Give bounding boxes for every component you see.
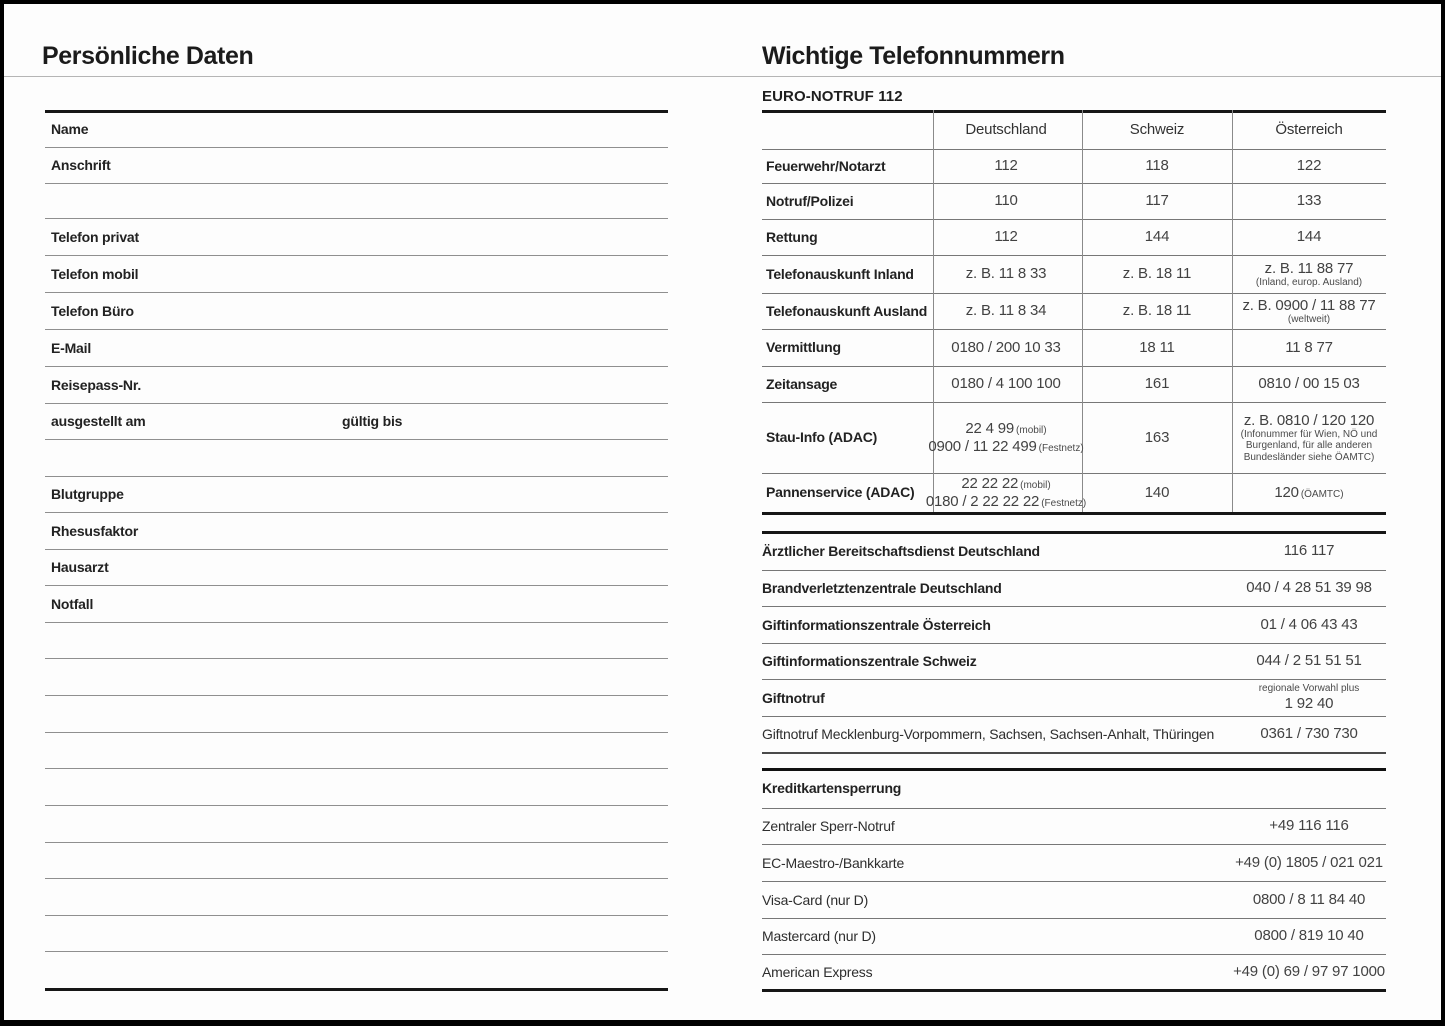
page-title-left: Persönliche Daten bbox=[42, 42, 254, 70]
cell-at: 122 bbox=[1296, 157, 1322, 175]
cell-at-value: z. B. 0900 / 11 88 77 bbox=[1242, 296, 1376, 314]
writing-line bbox=[45, 658, 668, 659]
hotline-value-note: regionale Vorwahl plus bbox=[1258, 682, 1360, 694]
hotline-row-bereitschaftsdienst bbox=[762, 531, 1386, 570]
cell-at bbox=[1232, 293, 1386, 329]
field-row-name bbox=[51, 110, 661, 147]
cell-at-note: Burgenland, für alle anderen bbox=[1245, 440, 1373, 452]
field-row-email bbox=[51, 329, 661, 366]
field-label-telefon-buero: Telefon Büro bbox=[51, 302, 134, 319]
writing-line bbox=[45, 439, 668, 440]
credit-label: EC-Maestro-/Bankkarte bbox=[762, 854, 905, 871]
cell-at: 133 bbox=[1296, 192, 1322, 210]
field-label-telefon-mobil: Telefon mobil bbox=[51, 265, 139, 282]
field-row-telefon-buero bbox=[51, 292, 661, 329]
field-row-notfall bbox=[51, 585, 661, 622]
credit-heading: Kreditkartensperrung bbox=[762, 780, 902, 796]
credit-value: 0800 / 8 11 84 40 bbox=[1252, 890, 1366, 908]
hotline-label: Giftinformationszentrale Österreich bbox=[762, 616, 991, 633]
cell-at-value: 120 (ÖAMTC) bbox=[1274, 483, 1344, 501]
table-row-auskunft-inland bbox=[762, 255, 1386, 293]
credit-heading-row bbox=[762, 768, 1386, 808]
writing-line bbox=[45, 878, 668, 879]
writing-line bbox=[45, 183, 668, 184]
field-row-anschrift bbox=[51, 147, 661, 183]
cell-at-note: Bundesländer siehe ÖAMTC) bbox=[1243, 451, 1375, 463]
row-label: Vermittlung bbox=[766, 339, 841, 356]
header-rule bbox=[0, 76, 1445, 77]
field-row-ausgestellt bbox=[51, 403, 661, 439]
cell-de: z. B. 11 8 34 bbox=[965, 302, 1047, 320]
cell-at bbox=[1232, 255, 1386, 293]
field-label-hausarzt: Hausarzt bbox=[51, 559, 109, 575]
field-label-gueltig-bis: gültig bis bbox=[342, 413, 403, 429]
field-label-reisepass: Reisepass-Nr. bbox=[51, 376, 142, 393]
cell-at-note: (Infonummer für Wien, NÖ und bbox=[1240, 428, 1378, 440]
cell-de bbox=[925, 473, 1087, 512]
cell-de bbox=[930, 402, 1082, 473]
table-header-row bbox=[762, 110, 1386, 149]
credit-value: +49 116 116 bbox=[1269, 817, 1349, 834]
credit-row-sperr-notruf bbox=[762, 808, 1386, 844]
row-label: Telefonauskunft Ausland bbox=[766, 302, 928, 319]
table-bottom-rule bbox=[762, 512, 1386, 515]
table-row-feuerwehr bbox=[762, 149, 1386, 183]
cell-ch: 144 bbox=[1144, 228, 1170, 246]
cell-de: 110 bbox=[994, 192, 1018, 210]
cell-de: 0180 / 4 100 100 bbox=[951, 375, 1061, 393]
euro-notruf-heading: EURO-NOTRUF 112 bbox=[762, 88, 903, 105]
credit-row-ec-maestro bbox=[762, 844, 1386, 881]
cell-de-line2: 0900 / 11 22 499 (Festnetz) bbox=[928, 437, 1084, 455]
field-row-hausarzt bbox=[51, 549, 661, 585]
hotline-value: 040 / 4 28 51 39 98 bbox=[1246, 579, 1372, 596]
writing-line bbox=[45, 842, 668, 843]
field-label-name: Name bbox=[51, 120, 89, 137]
writing-line bbox=[45, 951, 668, 952]
cell-ch: 118 bbox=[1145, 157, 1169, 175]
cell-de: 112 bbox=[994, 157, 1018, 175]
hotline-value: 044 / 2 51 51 51 bbox=[1256, 652, 1362, 669]
writing-line bbox=[45, 915, 668, 916]
field-row-blutgruppe bbox=[51, 476, 661, 512]
credit-row-visa bbox=[762, 881, 1386, 918]
credit-label: Mastercard (nur D) bbox=[762, 928, 876, 944]
field-label-rhesusfaktor: Rhesusfaktor bbox=[51, 522, 139, 539]
cell-ch: 140 bbox=[1144, 483, 1170, 501]
field-row-reisepass bbox=[51, 366, 661, 403]
writing-line bbox=[45, 732, 668, 733]
cell-ch: z. B. 18 11 bbox=[1122, 302, 1192, 320]
hotline-value bbox=[1214, 683, 1404, 713]
table-header-oesterreich: Österreich bbox=[1275, 120, 1343, 138]
hotline-value: 0361 / 730 730 bbox=[1260, 725, 1358, 742]
hotline-value: 01 / 4 06 43 43 bbox=[1260, 615, 1358, 633]
credit-label: American Express bbox=[762, 963, 873, 980]
field-row-telefon-privat bbox=[51, 218, 661, 255]
table-row-stau-info bbox=[762, 402, 1386, 473]
field-row-rhesusfaktor bbox=[51, 512, 661, 549]
table-row-vermittlung bbox=[762, 329, 1386, 366]
cell-ch: 117 bbox=[1145, 192, 1169, 210]
cell-at-note: (weltweit) bbox=[1287, 313, 1331, 325]
hotline-label: Giftinformationszentrale Schweiz bbox=[762, 653, 977, 669]
hotline-value: 116 117 bbox=[1283, 541, 1335, 559]
credit-value: +49 (0) 1805 / 021 021 bbox=[1235, 853, 1383, 871]
field-label-notfall: Notfall bbox=[51, 595, 94, 612]
credit-bottom-rule bbox=[762, 989, 1386, 992]
writing-line bbox=[45, 805, 668, 806]
cell-de-line1: 22 22 22 (mobil) bbox=[961, 475, 1051, 493]
cell-de: 112 bbox=[994, 228, 1018, 246]
cell-at bbox=[1232, 402, 1386, 473]
cell-ch: 163 bbox=[1144, 428, 1170, 446]
credit-row-mastercard bbox=[762, 918, 1386, 954]
credit-row-amex bbox=[762, 954, 1386, 989]
field-label-email: E-Mail bbox=[51, 339, 92, 356]
row-label: Rettung bbox=[766, 228, 818, 245]
field-label-blutgruppe: Blutgruppe bbox=[51, 486, 124, 502]
row-label: Notruf/Polizei bbox=[766, 192, 854, 209]
field-label-anschrift: Anschrift bbox=[51, 157, 111, 173]
table-header-deutschland: Deutschland bbox=[965, 120, 1047, 138]
cell-de: z. B. 11 8 33 bbox=[965, 265, 1047, 283]
cell-at bbox=[1232, 473, 1386, 512]
field-row-telefon-mobil bbox=[51, 255, 661, 292]
cell-de-line2: 0180 / 2 22 22 22 (Festnetz) bbox=[925, 492, 1087, 510]
credit-value: +49 (0) 69 / 97 97 1000 bbox=[1233, 962, 1385, 980]
hotline-value-number: 1 92 40 bbox=[1284, 694, 1334, 712]
credit-value: 0800 / 819 10 40 bbox=[1254, 927, 1364, 944]
writing-line bbox=[45, 622, 668, 623]
row-label: Stau-Info (ADAC) bbox=[766, 429, 878, 446]
field-label-ausgestellt-am: ausgestellt am bbox=[51, 413, 146, 429]
table-header-schweiz: Schweiz bbox=[1129, 120, 1185, 138]
row-label: Zeitansage bbox=[766, 375, 838, 392]
cell-at-value: z. B. 11 88 77 bbox=[1264, 259, 1354, 277]
cell-at-value: z. B. 0810 / 120 120 bbox=[1243, 411, 1375, 429]
hotline-row-gift-schweiz bbox=[762, 643, 1386, 679]
cell-de-line1: 22 4 99 (mobil) bbox=[965, 420, 1047, 438]
table-row-pannenservice bbox=[762, 473, 1386, 512]
credit-label: Visa-Card (nur D) bbox=[762, 891, 869, 908]
row-label: Telefonauskunft Inland bbox=[766, 265, 914, 282]
cell-ch: z. B. 18 11 bbox=[1122, 265, 1192, 283]
cell-de: 0180 / 200 10 33 bbox=[951, 338, 1061, 356]
cell-at: 0810 / 00 15 03 bbox=[1258, 375, 1360, 393]
cell-ch: 18 11 bbox=[1139, 338, 1175, 356]
hotlines-bottom-rule bbox=[762, 752, 1386, 754]
hotline-row-gift-oesterreich bbox=[762, 606, 1386, 643]
hotline-row-brandverletzten bbox=[762, 570, 1386, 606]
field-label-telefon-privat: Telefon privat bbox=[51, 228, 139, 245]
writing-line bbox=[45, 695, 668, 696]
hotline-row-giftnotruf-mv bbox=[762, 716, 1386, 752]
credit-label: Zentraler Sperr-Notruf bbox=[762, 818, 895, 834]
cell-at-note: (Inland, europ. Ausland) bbox=[1255, 276, 1363, 288]
row-label: Feuerwehr/Notarzt bbox=[766, 157, 886, 174]
row-label: Pannenservice (ADAC) bbox=[766, 484, 915, 501]
hotline-label: Giftnotruf bbox=[762, 689, 825, 706]
table-header-empty bbox=[762, 110, 930, 149]
table-row-zeitansage bbox=[762, 366, 1386, 402]
hotline-label: Giftnotruf Mecklenburg-Vorpommern, Sachsen, Sachsen-Anhalt, Thüringen bbox=[762, 726, 1215, 742]
table-row-rettung bbox=[762, 219, 1386, 255]
cell-at: 11 8 77 bbox=[1285, 338, 1333, 356]
table-row-auskunft-ausland bbox=[762, 293, 1386, 329]
left-bottom-rule bbox=[45, 988, 668, 991]
table-row-notruf bbox=[762, 183, 1386, 219]
hotline-row-giftnotruf bbox=[762, 679, 1386, 716]
page-title-right: Wichtige Telefonnummern bbox=[762, 42, 1065, 70]
hotline-label: Ärztlicher Bereitschaftsdienst Deutschland bbox=[762, 542, 1040, 559]
hotline-label: Brandverletztenzentrale Deutschland bbox=[762, 580, 1002, 596]
cell-at: 144 bbox=[1296, 228, 1322, 246]
cell-ch: 161 bbox=[1144, 375, 1170, 393]
writing-line bbox=[45, 768, 668, 769]
